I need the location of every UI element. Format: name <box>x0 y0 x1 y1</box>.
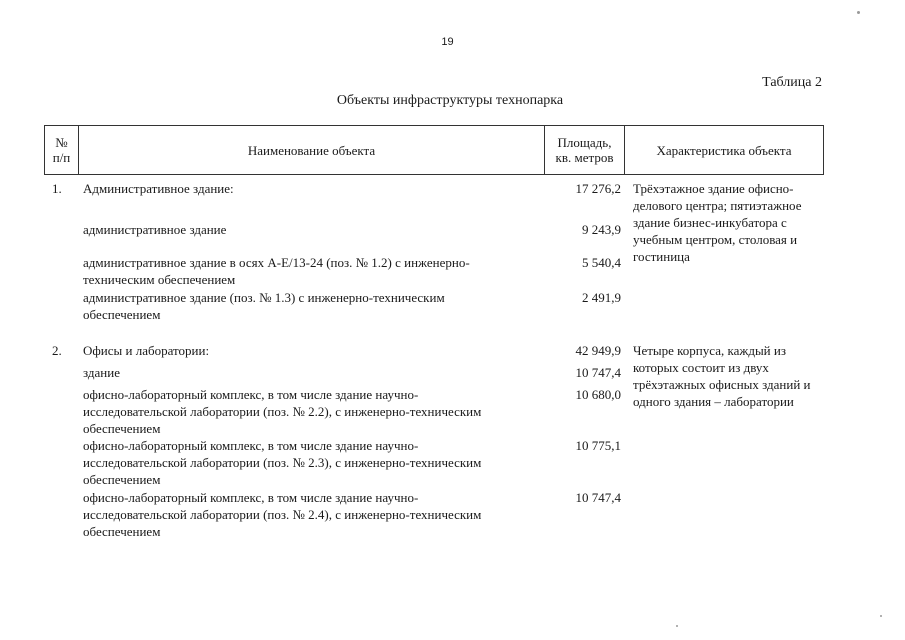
table-label: Таблица 2 <box>762 75 822 90</box>
section-1-item-2-area: 5 540,4 <box>582 255 621 270</box>
scan-speck <box>880 615 882 617</box>
section-1-name: Административное здание: <box>83 181 234 196</box>
section-2-description: Четыре корпуса, каждый из которых состоит из двух трёхэтажных офисных зданий и одного здания – лаборатории <box>633 343 811 409</box>
scan-speck <box>676 625 678 627</box>
section-2-item-2-area: 10 680,0 <box>575 387 621 402</box>
header-num: № п/п <box>45 126 79 175</box>
header-description: Характеристика объекта <box>625 126 824 175</box>
section-2-item-3-area: 10 775,1 <box>575 438 621 453</box>
section-2-item-4-area: 10 747,4 <box>575 490 621 505</box>
header-area: Площадь, кв. метров <box>545 126 625 175</box>
section-1-item-2-name: административное здание в осях А-Е/13-24 (поз. № 1.2) с инженерно-техническим обеспечением <box>83 255 470 287</box>
section-1-item-3-name: административное здание (поз. № 1.3) с инженерно-техническим обеспечением <box>83 290 445 322</box>
section-2-item-3-name: офисно-лабораторный комплекс, в том числе здание научно-исследовательской лаборатории (поз. № 2.3), с инженерно-техническим обеспечением <box>83 438 482 487</box>
section-1-description: Трёхэтажное здание офисно-делового центра; пятиэтажное здание бизнес-инкубатора с учебным центром, столовая и гостиница <box>633 181 802 264</box>
section-1-item-3-area: 2 491,9 <box>582 290 621 305</box>
scan-speck <box>857 11 860 14</box>
section-1-num: 1. <box>52 181 62 196</box>
section-1-item-1-area: 9 243,9 <box>582 222 621 237</box>
header-name: Наименование объекта <box>79 126 545 175</box>
section-2-name: Офисы и лаборатории: <box>83 343 210 358</box>
section-2-item-4-name: офисно-лабораторный комплекс, в том числе здание научно-исследовательской лаборатории (поз. № 2.4), с инженерно-техническим обеспечением <box>83 490 482 539</box>
section-2-area: 42 949,9 <box>575 343 621 358</box>
section-2-num: 2. <box>52 343 62 358</box>
section-2-item-2-name: офисно-лабораторный комплекс, в том числе здание научно-исследовательской лаборатории (поз. № 2.2), с инженерно-техническим обеспечением <box>83 387 482 436</box>
page-number: 19 <box>441 36 454 48</box>
section-1-item-1-name: административное здание <box>83 222 227 237</box>
table-header <box>44 125 824 175</box>
section-1-area: 17 276,2 <box>575 181 621 196</box>
section-2-item-1-name: здание <box>83 365 120 380</box>
document-title: Объекты инфраструктуры технопарка <box>336 93 564 108</box>
section-2-item-1-area: 10 747,4 <box>575 365 621 380</box>
